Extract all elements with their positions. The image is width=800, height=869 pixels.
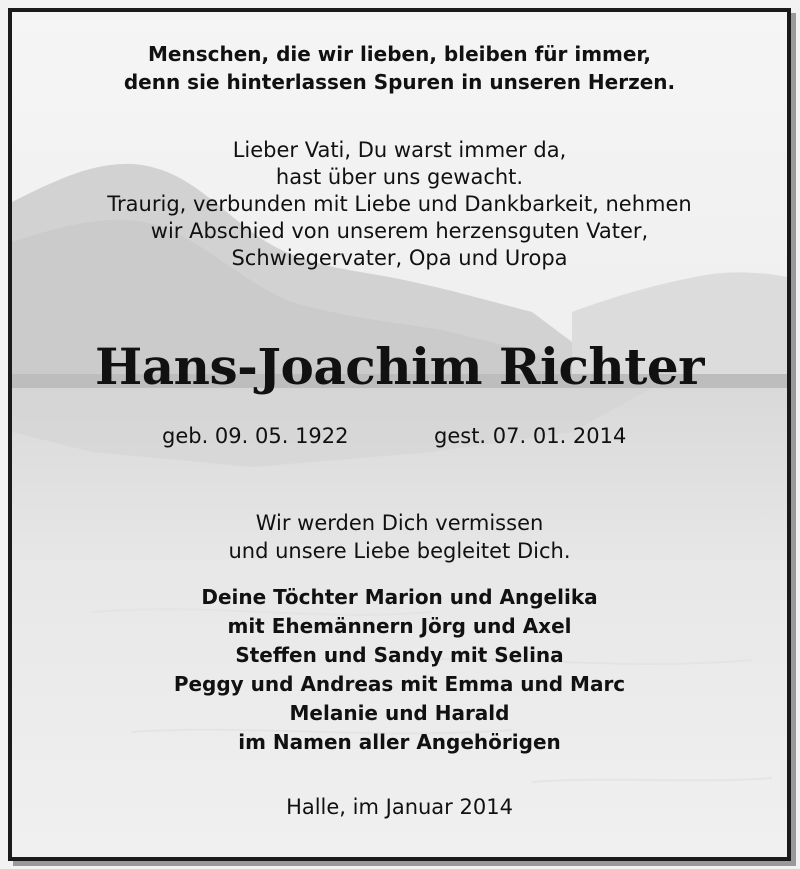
death-date: gest. 07. 01. 2014	[434, 424, 627, 448]
motto-line: denn sie hinterlassen Spuren in unseren Herzen.	[123, 70, 676, 94]
mourner-line: Steffen und Sandy mit Selina	[235, 643, 564, 667]
mourner-line: im Namen aller Angehörigen	[238, 730, 561, 754]
mourner-line: mit Ehemännern Jörg und Axel	[227, 614, 572, 638]
place-and-date: Halle, im Januar 2014	[286, 795, 513, 819]
birth-date: geb. 09. 05. 1922	[162, 424, 349, 448]
verse-line: wir Abschied von unserem herzensguten Vater,	[150, 219, 649, 243]
motto-verse	[12, 40, 787, 96]
closing-line: Wir werden Dich vermissen	[255, 511, 544, 535]
closing-line: und unsere Liebe begleitet Dich.	[228, 539, 571, 563]
mourner-line: Peggy und Andreas mit Emma und Marc	[173, 672, 626, 696]
notice-text	[12, 12, 787, 857]
verse-line: Lieber Vati, Du warst immer da,	[232, 138, 567, 162]
verse-line: hast über uns gewacht.	[275, 165, 524, 189]
mourner-line: Melanie und Harald	[289, 701, 510, 725]
verse-line: Traurig, verbunden mit Liebe und Dankbarkeit, nehmen	[107, 192, 692, 216]
farewell-verse	[12, 137, 787, 272]
closing-verse	[12, 509, 787, 565]
deceased-name: Hans-Joachim Richter	[95, 337, 704, 396]
obituary-notice	[8, 8, 791, 861]
mourners-list	[12, 583, 787, 757]
verse-line: Schwiegervater, Opa und Uropa	[231, 246, 568, 270]
mourner-line: Deine Töchter Marion und Angelika	[201, 585, 598, 609]
motto-line: Menschen, die wir lieben, bleiben für immer,	[148, 42, 651, 66]
